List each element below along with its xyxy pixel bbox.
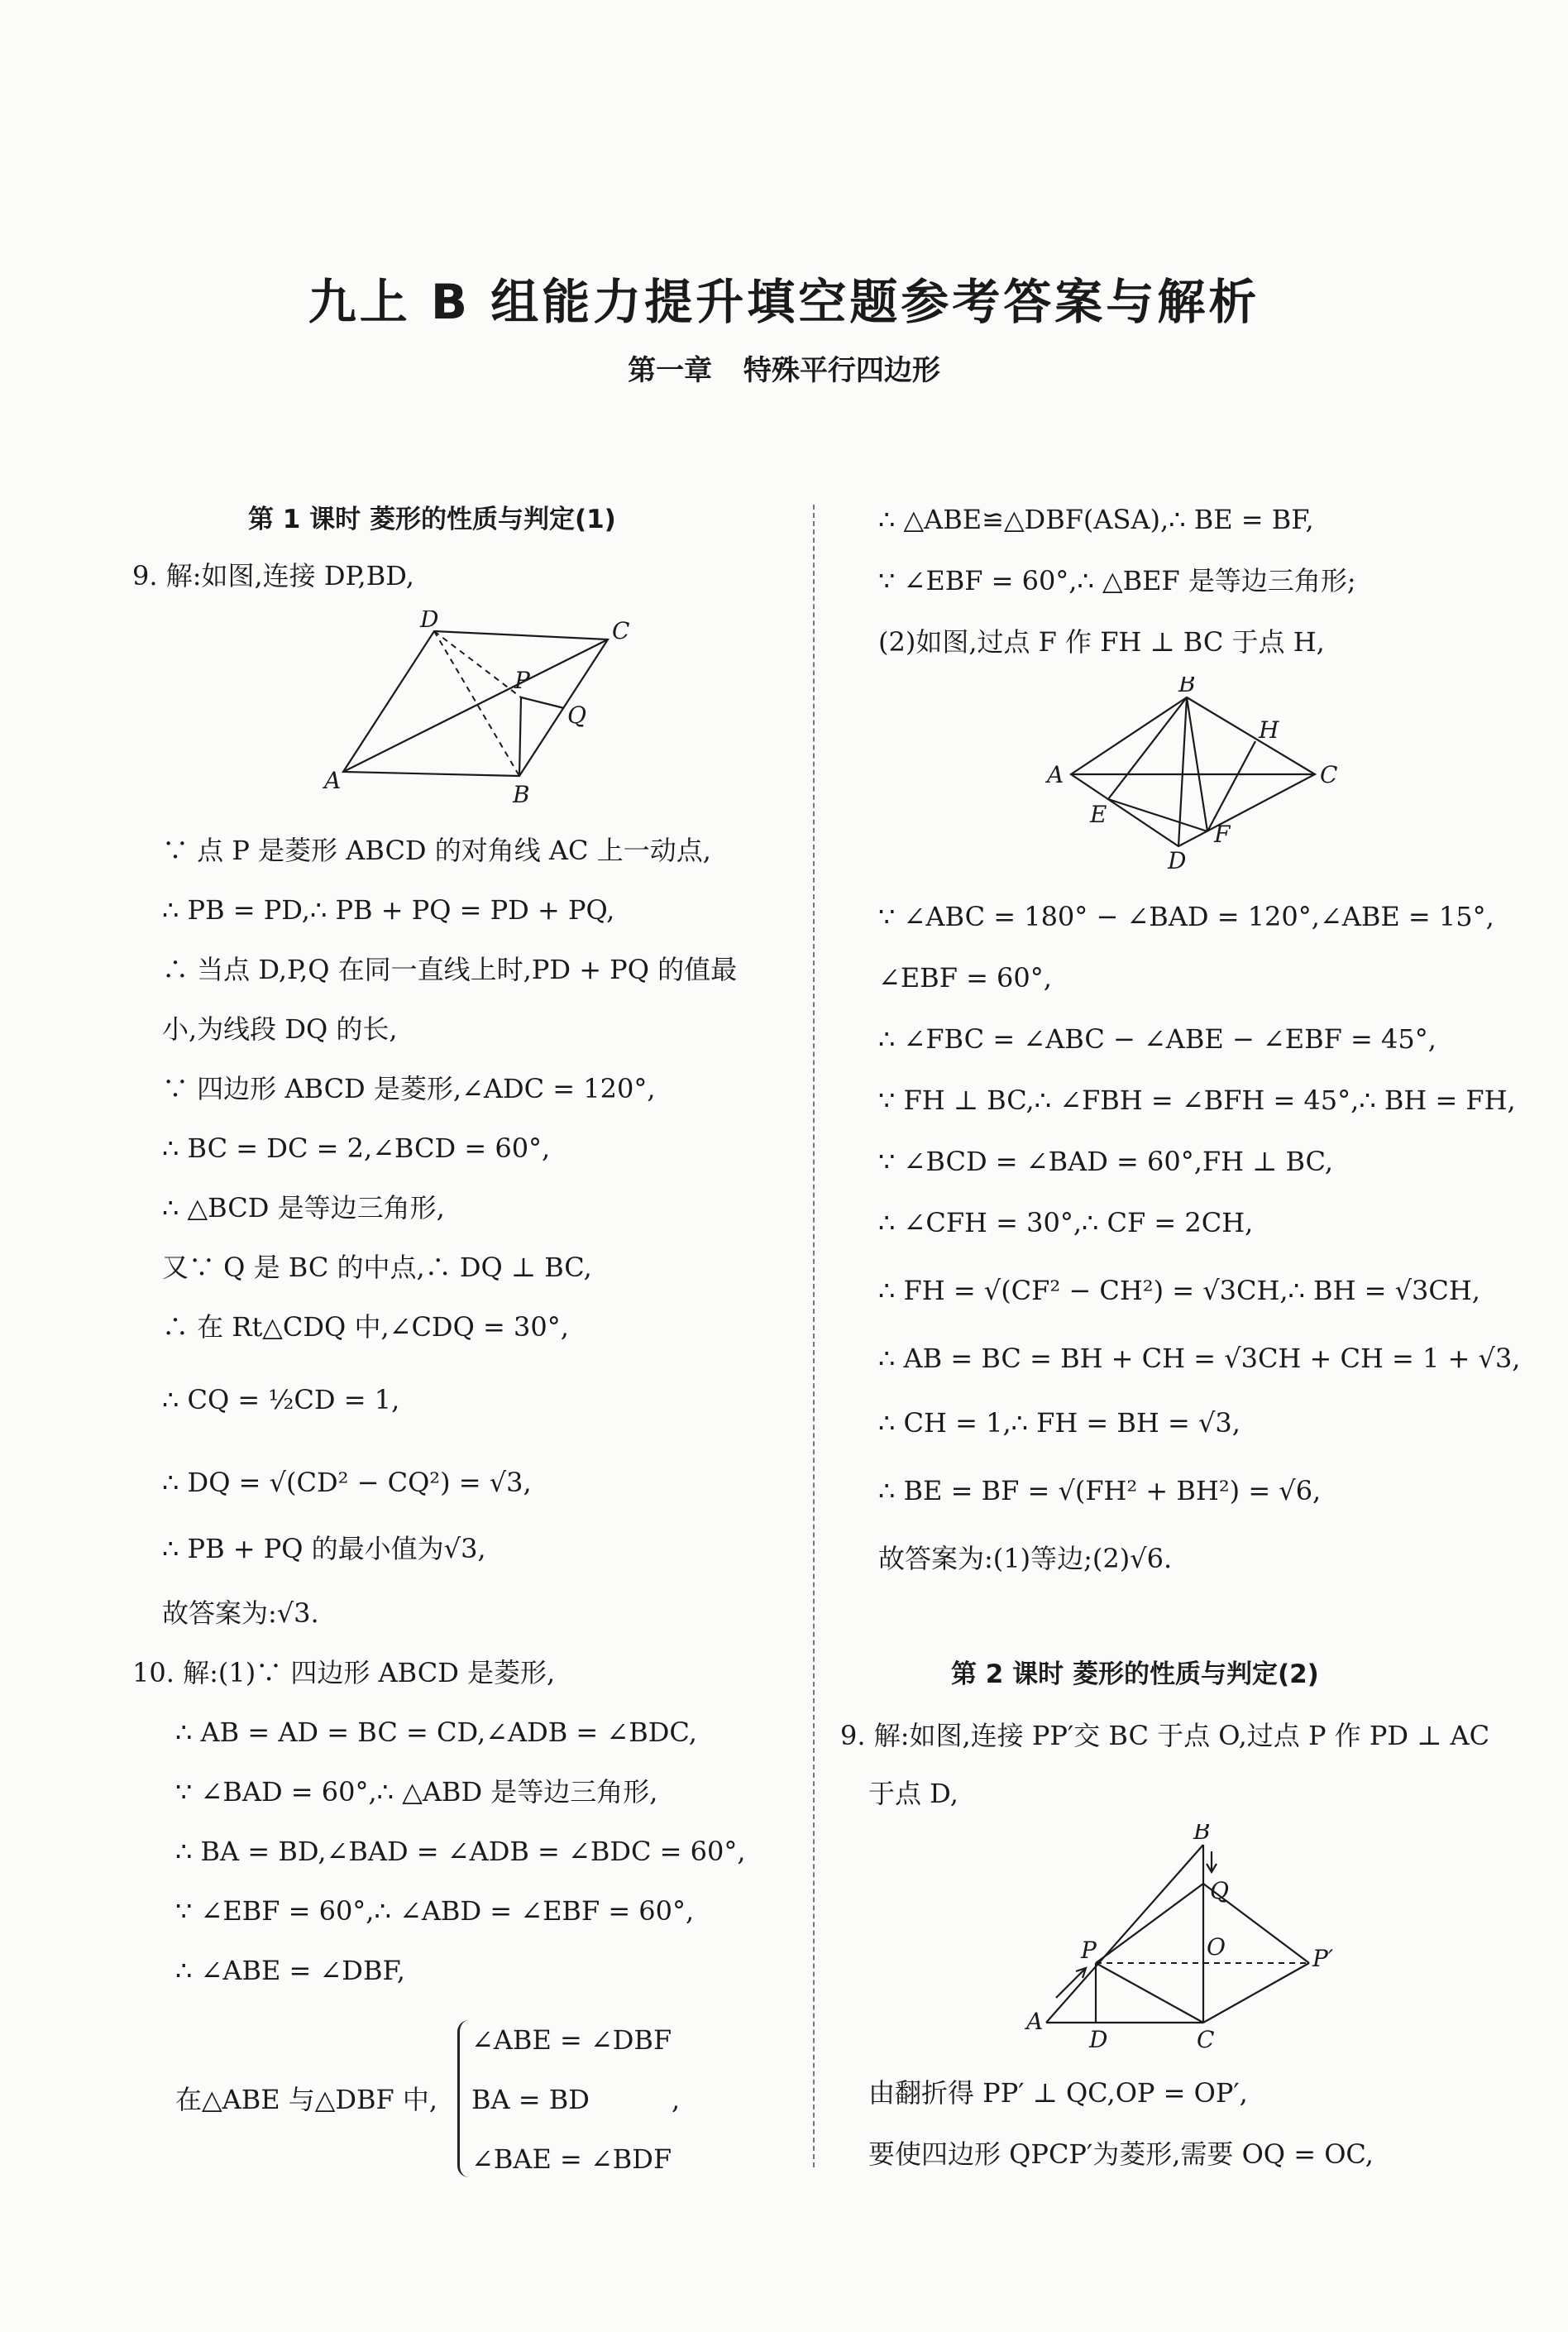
step-line: ∴ ∠FBC = ∠ABC − ∠ABE − ∠EBF = 45°, — [878, 1023, 1437, 1055]
fig3-label-c: C — [1197, 2026, 1215, 2052]
page-title: 九上 B 组能力提升填空题参考答案与解析 — [308, 274, 1260, 330]
step-line: ∴ BC = DC = 2,∠BCD = 60°, — [162, 1132, 551, 1164]
fig3-label-d: D — [1089, 2026, 1108, 2052]
fig2-label-c: C — [1320, 761, 1338, 788]
fig2-label-f: F — [1214, 821, 1231, 848]
step-line: ∵ FH ⊥ BC,∴ ∠FBH = ∠BFH = 45°,∴ BH = FH, — [878, 1085, 1516, 1116]
step-line: ∴ AB = BC = BH + CH = √3CH + CH = 1 + √3, — [878, 1343, 1521, 1374]
system-line: ∠BAE = ∠BDF — [471, 2143, 672, 2175]
step-line: ∵ 四边形 ABCD 是菱形,∠ADC = 120°, — [162, 1073, 656, 1104]
step-line: ∴ AB = AD = BC = CD,∠ADB = ∠BDC, — [175, 1717, 697, 1748]
step-line: ∴ BA = BD,∠BAD = ∠ADB = ∠BDC = 60°, — [175, 1836, 746, 1867]
step-line: ∴ CQ = ½CD = 1, — [162, 1384, 400, 1415]
fig1-label-b: B — [513, 781, 530, 808]
fig1-label-q: Q — [567, 702, 586, 729]
step-line: ∴ ∠CFH = 30°,∴ CF = 2CH, — [878, 1207, 1254, 1238]
fold-figure-3 — [1013, 1824, 1344, 2055]
section-heading-lesson-2: 第 2 课时 菱形的性质与判定(2) — [951, 1659, 1319, 1689]
system-comma: , — [672, 2084, 681, 2115]
column-divider — [813, 505, 815, 2167]
fig3-label-p: P — [1081, 1937, 1097, 1964]
rhombus-figure-1 — [323, 611, 653, 812]
step-line: ∵ ∠ABC = 180° − ∠BAD = 120°,∠ABE = 15°, — [878, 901, 1494, 932]
step-line: ∵ 点 P 是菱形 ABCD 的对角线 AC 上一动点, — [162, 835, 711, 866]
step-line: 在△ABE 与△DBF 中, — [175, 2084, 438, 2115]
step-line: 由翻折得 PP′ ⊥ QC,OP = OP′, — [868, 2077, 1248, 2109]
fig2-label-d: D — [1168, 847, 1187, 874]
fig3-label-q: Q — [1210, 1877, 1229, 1904]
fig2-label-e: E — [1090, 801, 1107, 828]
problem-9b-intro: 9. 解:如图,连接 PP′交 BC 于点 O,过点 P 作 PD ⊥ AC — [840, 1720, 1490, 1751]
fig1-label-p: P — [514, 667, 530, 694]
problem-9-intro: 9. 解:如图,连接 DP,BD, — [132, 560, 414, 591]
fig1-label-c: C — [612, 617, 630, 644]
fig3-label-b: B — [1193, 1824, 1211, 1845]
step-line: (2)如图,过点 F 作 FH ⊥ BC 于点 H, — [878, 626, 1325, 658]
step-line: ∴ ∠ABE = ∠DBF, — [175, 1955, 405, 1986]
fig1-label-d: D — [420, 611, 439, 633]
step-line: ∴ FH = √(CF² − CH²) = √3CH,∴ BH = √3CH, — [878, 1275, 1480, 1306]
step-line: 故答案为:√3. — [162, 1597, 319, 1629]
step-line: ∠EBF = 60°, — [878, 962, 1052, 994]
step-line: ∵ ∠EBF = 60°,∴ ∠ABD = ∠EBF = 60°, — [175, 1895, 695, 1927]
fig2-label-a: A — [1047, 761, 1064, 788]
step-line: 小,为线段 DQ 的长, — [162, 1013, 398, 1045]
step-line: 故答案为:(1)等边;(2)√6. — [878, 1543, 1173, 1574]
step-line: ∵ ∠BCD = ∠BAD = 60°,FH ⊥ BC, — [878, 1146, 1334, 1177]
system-line: ∠ABE = ∠DBF — [471, 2024, 672, 2056]
step-line: ∴ △BCD 是等边三角形, — [162, 1192, 445, 1223]
step-line: ∴ BE = BF = √(FH² + BH²) = √6, — [878, 1475, 1322, 1506]
fig1-label-a: A — [324, 767, 342, 794]
step-line: ∴ 当点 D,P,Q 在同一直线上时,PD + PQ 的值最 — [162, 954, 738, 985]
chapter-heading: 第一章 特殊平行四边形 — [628, 354, 940, 387]
step-line: 要使四边形 QPCP′为菱形,需要 OQ = OC, — [868, 2138, 1374, 2170]
step-line: ∴ PB + PQ 的最小值为√3, — [162, 1533, 486, 1564]
equation-system-brace — [457, 2020, 471, 2177]
fig3-label-o: O — [1207, 1933, 1226, 1961]
fig2-label-b: B — [1178, 677, 1196, 697]
step-line: 又∵ Q 是 BC 的中点,∴ DQ ⊥ BC, — [162, 1252, 592, 1283]
problem-10-intro: 10. 解:(1)∵ 四边形 ABCD 是菱形, — [132, 1657, 556, 1688]
fig3-label-p-prime: P′ — [1312, 1945, 1334, 1972]
step-line: ∴ △ABE≌△DBF(ASA),∴ BE = BF, — [878, 504, 1314, 535]
step-line: ∴ PB = PD,∴ PB + PQ = PD + PQ, — [162, 894, 615, 926]
step-line: ∴ 在 Rt△CDQ 中,∠CDQ = 30°, — [162, 1311, 569, 1343]
step-line: ∵ ∠EBF = 60°,∴ △BEF 是等边三角形; — [878, 565, 1356, 596]
section-heading-lesson-1: 第 1 课时 菱形的性质与判定(1) — [248, 505, 616, 534]
system-line: BA = BD — [471, 2084, 590, 2115]
step-line: 于点 D, — [868, 1778, 958, 1809]
step-line: ∴ CH = 1,∴ FH = BH = √3, — [878, 1407, 1241, 1439]
fig2-label-h: H — [1259, 716, 1279, 744]
step-line: ∵ ∠BAD = 60°,∴ △ABD 是等边三角形, — [175, 1776, 658, 1808]
fig3-label-a: A — [1026, 2008, 1044, 2035]
rhombus-figure-2 — [1042, 677, 1340, 879]
step-line: ∴ DQ = √(CD² − CQ²) = √3, — [162, 1467, 532, 1498]
